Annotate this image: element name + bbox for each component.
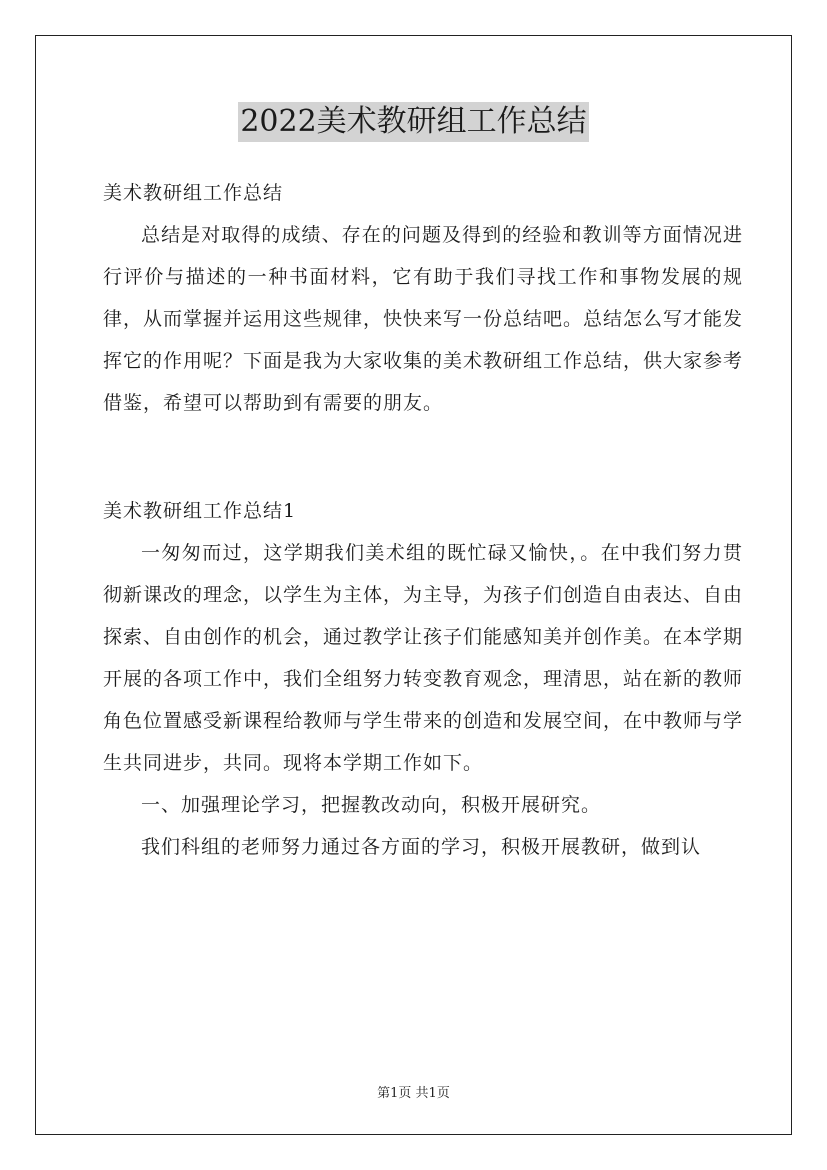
- section-gap: [103, 424, 743, 490]
- title-container: [0, 102, 827, 142]
- document-title: 2022美术教研组工作总结: [238, 102, 588, 142]
- section-point: 一、加强理论学习，把握教改动向，积极开展研究。: [141, 794, 602, 816]
- document-body: [103, 172, 743, 868]
- page-footer: 第1页 共1页: [377, 1086, 450, 1101]
- document-subtitle: 美术教研组工作总结: [103, 182, 284, 204]
- section-paragraph: 我们科组的老师努力通过各方面的学习，积极开展教研，做到认: [141, 836, 702, 858]
- intro-paragraph: 总结是对取得的成绩、存在的问题及得到的经验和教训等方面情况进行评价与描述的一种书面材料，它有助于我们寻找工作和事物发展的规律，从而掌握并运用这些规律，快快来写一份总结吧。总结怎么写才能发挥它的作用呢？下面是我为大家收集的美术教研组工作总结，供大家参考借鉴，希望可以帮助到有需要的朋友。: [103, 224, 744, 414]
- section-heading: 美术教研组工作总结1: [103, 500, 297, 522]
- section-paragraph: 一匆匆而过，这学期我们美术组的既忙碌又愉快，。在中我们努力贯彻新课改的理念，以学生为主体，为主导，为孩子们创造自由表达、自由探索、自由创作的机会，通过教学让孩子们能感知美并创作美。在本学期开展的各项工作中，我们全组努力转变教育观念，理清思，站在新的教师角色位置感受新课程给教师与学生带来的创造和发展空间，在中教师与学生共同进步，共同。现将本学期工作如下。: [103, 542, 744, 774]
